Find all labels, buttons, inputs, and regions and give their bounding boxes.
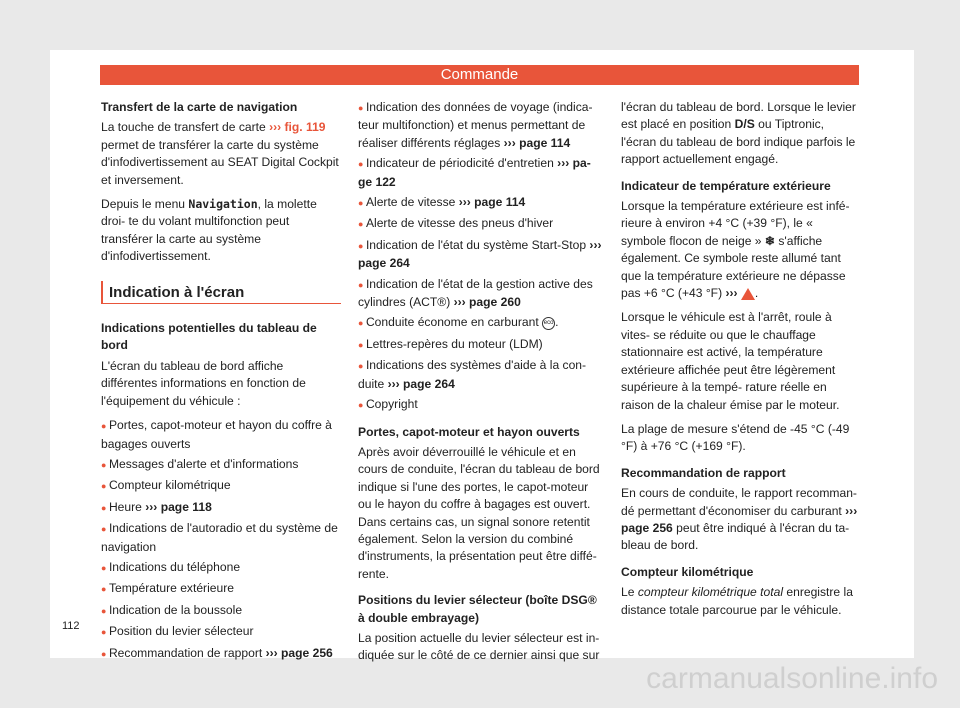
list-item: ● Indicateur de périodicité d'entretien ››› pa- ge 122 xyxy=(358,156,591,189)
page-link[interactable]: ››› page 118 xyxy=(145,499,212,514)
heading-odometer: Compteur kilométrique xyxy=(621,564,754,579)
bullet-icon: ● xyxy=(101,648,109,659)
heading-doors: Portes, capot-moteur et hayon ouverts xyxy=(358,424,580,439)
page-link[interactable]: ››› page 256 xyxy=(265,645,333,660)
page-link[interactable]: ››› pa- ge 122 xyxy=(358,156,591,189)
bullet-icon: ● xyxy=(358,318,366,329)
page-link[interactable]: ››› page 114 xyxy=(458,195,526,210)
heading-indications: Indications potentielles du tableau de bord xyxy=(101,321,317,353)
paragraph: Depuis le menu Navigation, la molette droi- te du volant multifonction peut transférer la carte au système d'infodivertissement. xyxy=(101,197,317,264)
menu-name: Navigation xyxy=(188,197,258,212)
eco-icon: eco xyxy=(542,317,555,330)
bullet-icon: ● xyxy=(358,159,366,170)
heading-selector: Positions du levier sélecteur (boîte DSG® à double embrayage) xyxy=(358,593,597,625)
bullet-icon: ● xyxy=(358,279,366,290)
bullet-list xyxy=(101,417,341,663)
heading-map-transfer: Transfert de la carte de navigation xyxy=(101,100,298,114)
bullet-icon: ● xyxy=(358,103,366,113)
list-item: ● Indication de l'état de la gestion active des cylindres (ACT®) ››› page 260 xyxy=(358,276,593,310)
bullet-icon: ● xyxy=(358,219,366,230)
bullet-icon: ● xyxy=(358,400,366,411)
snowflake-icon: ❄ xyxy=(764,233,776,248)
list-item: ● Conduite économe en carburant eco . xyxy=(358,315,559,330)
page-number: 112 xyxy=(62,620,80,632)
bullet-icon: ● xyxy=(358,240,366,251)
paragraph: l'écran du tableau de bord. Lorsque le levier est placé en position D/S ou Tiptronic, l'écran du tableau de bord indique parfois le rapport actuellement engagé. xyxy=(621,100,856,167)
bullet-icon: ● xyxy=(101,524,109,535)
bullet-icon: ● xyxy=(101,502,109,513)
bullet-icon: ● xyxy=(101,627,109,638)
page-link[interactable]: ››› page 264 xyxy=(387,376,455,391)
list-item: ● Indication de l'état du système Start-Stop ››› page 264 xyxy=(358,237,602,271)
list-item: ● Indications du téléphone xyxy=(101,559,241,574)
list-item: ● Position du levier sélecteur xyxy=(101,624,254,639)
heading-gear-recommendation: Recommandation de rapport xyxy=(621,465,786,480)
list-item: ● Copyright xyxy=(358,397,418,412)
heading-temperature: Indicateur de température extérieure xyxy=(621,178,831,193)
document-page xyxy=(50,50,914,663)
warning-link[interactable]: ››› xyxy=(725,286,738,301)
paragraph: En cours de conduite, le rapport recomman- dé permettant d'économiser du carburant ››› page 256 peut être indiqué à l'écran du ta- bleau de bord. xyxy=(621,486,858,553)
list-item: ● Température extérieure xyxy=(101,581,234,596)
list-item: ● Alerte de vitesse des pneus d'hiver xyxy=(358,216,554,231)
bullet-icon: ● xyxy=(101,584,109,595)
page-link[interactable]: ››› page 114 xyxy=(503,135,571,150)
bullet-icon: ● xyxy=(358,361,366,372)
list-item: ● Portes, capot-moteur et hayon du coffre à bagages ouverts xyxy=(101,418,332,451)
column-2 xyxy=(358,99,604,672)
bullet-icon: ● xyxy=(101,459,109,470)
paragraph: Après avoir déverrouillé le véhicule et en cours de conduite, l'écran du tableau de bord indique si l'une des portes, le capot-moteur ou le hayon du coffre à bagages est ouvert. Dans certains cas, un signal sonore retentit également. Selon la version du combiné d'instruments, la présentation peut être diffé- rente. xyxy=(358,444,600,581)
list-item: ● Alerte de vitesse ››› page 114 xyxy=(358,195,526,210)
paragraph: L'écran du tableau de bord affiche différentes informations en fonction de l'équipement du véhicule : xyxy=(101,358,306,408)
paragraph: La touche de transfert de carte ››› fig. 119 permet de transférer la carte du système d'infodivertissement au SEAT Digital Cockpit et inversement. xyxy=(101,120,339,187)
paragraph: La position actuelle du levier sélecteur est in- diquée sur le côté de ce dernier ainsi que sur xyxy=(358,630,600,663)
page-link[interactable]: ››› page 264 xyxy=(358,237,602,271)
list-item: ● Indication de la boussole xyxy=(101,602,243,617)
paragraph: La plage de mesure s'étend de -45 °C (-49 °F) à +76 °C (+169 °F). xyxy=(621,421,850,454)
list-item: ● Indications de l'autoradio et du système de navigation xyxy=(101,521,338,554)
bullet-icon: ● xyxy=(358,198,366,209)
column-1 xyxy=(101,99,341,666)
watermark: carmanualsonline.info xyxy=(646,662,938,695)
column-3 xyxy=(621,99,861,626)
bullet-icon: ● xyxy=(101,421,109,432)
bullet-icon: ● xyxy=(101,481,109,492)
bullet-icon: ● xyxy=(101,562,109,573)
list-item: ● Compteur kilométrique xyxy=(101,478,231,493)
paragraph: Lorsque la température extérieure est infé- rieure à environ +4 °C (+39 °F), le « symbole flocon de neige » ❄ s'affiche également. Ce symbole reste allumé tant que la température extérieure ne dépasse pas +6 °C (+43 °F) ››› . xyxy=(621,199,850,301)
list-item: ● Recommandation de rapport ››› page 256 xyxy=(101,645,333,660)
paragraph: Lorsque le véhicule est à l'arrêt, roule à vites- se réduite ou que le chauffage stationnaire est activé, la température extérieure affichée peut être légèrement supérieure à la tempé- rature réelle en raison de la chaleur émise par le moteur. xyxy=(621,310,840,412)
section-title: Indication à l'écran xyxy=(101,281,341,304)
list-item: ● Lettres-repères du moteur (LDM) xyxy=(358,336,543,351)
list-item: ● Indication des données de voyage (indica- teur multifonction) et menus permettant de réaliser différents réglages ››› page 114 xyxy=(358,100,593,150)
list-item: ● Indications des systèmes d'aide à la con- duite ››› page 264 xyxy=(358,358,587,391)
list-item: ● Heure ››› page 118 xyxy=(101,499,212,514)
bullet-list xyxy=(358,99,604,415)
warning-icon xyxy=(741,288,755,300)
page-header: Commande xyxy=(100,65,859,85)
list-item: ● Messages d'alerte et d'informations xyxy=(101,456,299,471)
page-link[interactable]: ››› page 260 xyxy=(453,295,521,310)
bullet-icon: ● xyxy=(101,605,109,616)
page-link[interactable]: ››› page 256 xyxy=(621,503,858,535)
paragraph: Le compteur kilométrique total enregistre la distance totale parcourue par le véhicule. xyxy=(621,585,853,617)
bullet-icon: ● xyxy=(358,339,366,350)
figure-link[interactable]: ››› fig. 119 xyxy=(269,120,326,135)
